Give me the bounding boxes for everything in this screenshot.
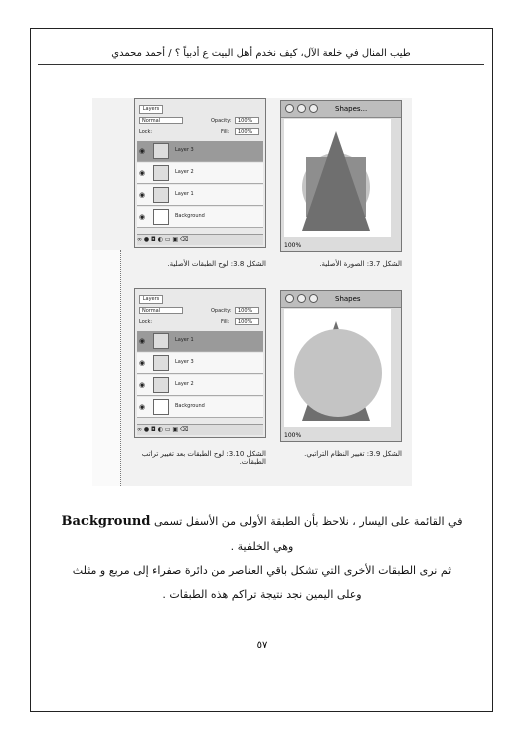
layer-name: Layer 3 (175, 359, 194, 365)
eye-icon[interactable]: ◉ (139, 169, 146, 177)
eye-icon[interactable]: ◉ (139, 403, 146, 411)
layer-row[interactable] (137, 163, 263, 184)
minimize-button[interactable] (297, 294, 306, 303)
zoom-button[interactable] (309, 104, 318, 113)
body-line-1-text: في القائمة على اليسار ، نلاحظ بأن الطبقة الأولى من الأسفل تسمى (153, 515, 463, 528)
opacity-field[interactable]: 100% (235, 117, 259, 124)
eye-icon[interactable]: ◉ (139, 147, 146, 155)
lock-label: Lock: (139, 129, 153, 135)
caption-fig-3-10: الشكل 3.10: لوح الطبقات بعد تغيير تراتب الطبقات. (141, 450, 266, 466)
eye-icon[interactable]: ◉ (139, 337, 146, 345)
layer-name: Layer 1 (175, 337, 194, 343)
eye-icon[interactable]: ◉ (139, 191, 146, 199)
document-canvas (284, 309, 391, 427)
layer-name: Background (175, 213, 205, 219)
zoom-level[interactable]: 100% (284, 432, 302, 439)
running-header: طيب المنال في خلعة الآل، كيف نخدم أهل البيت ع أدبياً ؟ / أحمد محمدي (111, 48, 411, 59)
body-line-4: وعلى اليمين نجد نتيجة تراكم هذه الطبقات . (162, 588, 362, 601)
layer-name: Layer 1 (175, 191, 194, 197)
layer-name: Background (175, 403, 205, 409)
layers-panel-reordered (134, 288, 266, 438)
fill-field[interactable]: 100% (235, 128, 259, 135)
shapes-artwork (284, 119, 393, 239)
caption-fig-3-8: الشكل 3.8: لوح الطبقات الأصلية. (167, 260, 266, 268)
fill-label: Fill: (221, 129, 230, 135)
yellow-circle (294, 329, 382, 417)
layer-row[interactable] (137, 185, 263, 206)
body-line-1 (40, 514, 484, 529)
layer-thumbnail (153, 355, 169, 371)
window-titlebar (281, 101, 401, 118)
layer-row[interactable] (137, 207, 263, 228)
layers-toolbar: ∞ ● ◘ ◐ ▭ ▣ ⌫ (137, 234, 263, 245)
opacity-label: Opacity: (211, 308, 232, 314)
close-button[interactable] (285, 104, 294, 113)
caption-fig-3-9: الشكل 3.9: تغيير النظام التراتبي. (304, 450, 402, 458)
layer-thumbnail (153, 165, 169, 181)
layer-name: Layer 2 (175, 169, 194, 175)
blend-mode-select[interactable]: Normal (139, 307, 183, 314)
opacity-field[interactable]: 100% (235, 307, 259, 314)
layer-name: Layer 2 (175, 381, 194, 387)
shapes-window-original (280, 100, 402, 252)
layer-thumbnail (153, 399, 169, 415)
layer-row[interactable] (137, 397, 263, 418)
layer-row[interactable] (137, 331, 263, 352)
cropped-margin-text (92, 250, 121, 486)
layer-thumbnail (153, 143, 169, 159)
eye-icon[interactable]: ◉ (139, 381, 146, 389)
background-keyword: Background (61, 514, 151, 529)
minimize-button[interactable] (297, 104, 306, 113)
layers-toolbar: ∞ ● ◘ ◐ ▭ ▣ ⌫ (137, 424, 263, 435)
header-rule (38, 64, 484, 65)
window-title: Shapes... (335, 105, 368, 113)
window-title: Shapes (335, 295, 361, 303)
window-titlebar (281, 291, 401, 308)
layer-thumbnail (153, 209, 169, 225)
layer-thumbnail (153, 377, 169, 393)
blend-mode-select[interactable]: Normal (139, 117, 183, 124)
layer-thumbnail (153, 333, 169, 349)
layers-tab[interactable]: Layers (139, 295, 163, 304)
body-line-3: ثم نرى الطبقات الأخرى التي تشكل باقي العناصر من دائرة صفراء إلى مربع و مثلث (72, 564, 452, 577)
body-line-2: وهي الخلفية . (230, 540, 294, 553)
page-number: ٥٧ (256, 640, 268, 651)
layers-panel-original (134, 98, 266, 248)
zoom-level[interactable]: 100% (284, 242, 302, 249)
layer-thumbnail (153, 187, 169, 203)
book-photo (92, 98, 412, 486)
zoom-button[interactable] (309, 294, 318, 303)
layer-row[interactable] (137, 353, 263, 374)
eye-icon[interactable]: ◉ (139, 359, 146, 367)
shapes-artwork (284, 309, 393, 429)
fill-label: Fill: (221, 319, 230, 325)
layer-name: Layer 3 (175, 147, 194, 153)
layer-row[interactable] (137, 141, 263, 162)
eye-icon[interactable]: ◉ (139, 213, 146, 221)
document-canvas (284, 119, 391, 237)
fill-field[interactable]: 100% (235, 318, 259, 325)
lock-label: Lock: (139, 319, 153, 325)
close-button[interactable] (285, 294, 294, 303)
shapes-window-reordered (280, 290, 402, 442)
layers-tab[interactable]: Layers (139, 105, 163, 114)
opacity-label: Opacity: (211, 118, 232, 124)
layer-row[interactable] (137, 375, 263, 396)
caption-fig-3-7: الشكل 3.7: الصورة الأصلية. (319, 260, 402, 268)
